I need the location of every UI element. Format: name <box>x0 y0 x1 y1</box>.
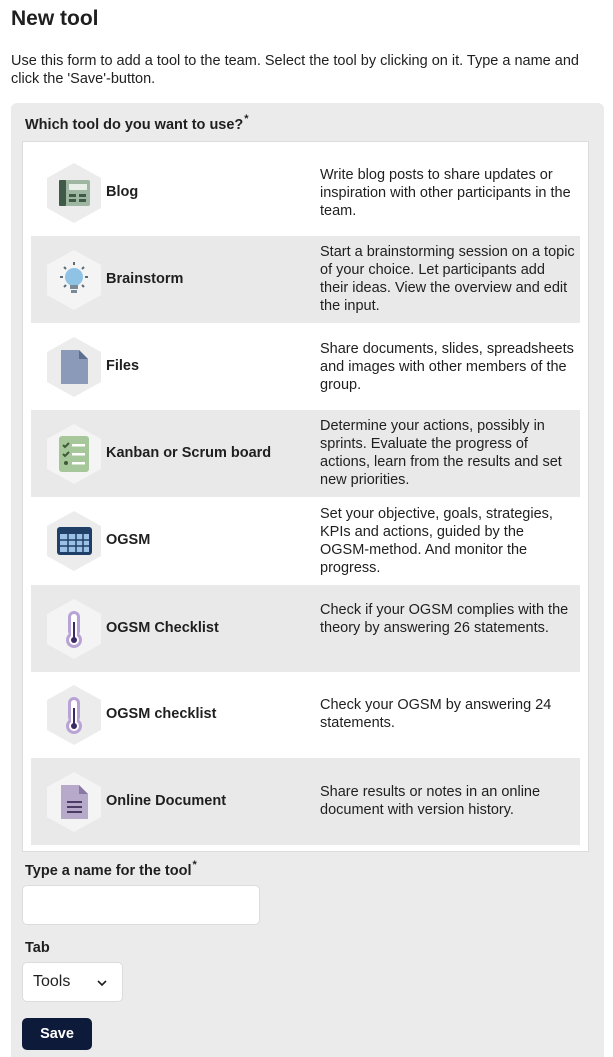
blog-icon <box>45 162 103 224</box>
tab-select[interactable] <box>22 962 123 1002</box>
tool-name: OGSM checklist <box>106 706 217 722</box>
tool-description: Write blog posts to share updates or inspiration with other participants in the team. <box>320 167 571 219</box>
tool-name: Kanban or Scrum board <box>106 445 272 461</box>
tool-row-brainstorm[interactable] <box>31 236 580 323</box>
tool-description: Check your OGSM by answering 24 statements. <box>320 697 552 731</box>
tool-row-ogsm-checklist-24[interactable] <box>31 672 580 758</box>
table-icon <box>45 510 103 572</box>
tool-field-label <box>25 113 249 133</box>
tool-description: Set your objective, goals, strategies, KPIs and actions, guided by the OGSM-method. And monitor the progress. <box>320 506 553 576</box>
name-field-label-text: Type a name for the tool <box>25 863 192 879</box>
tool-description: Share documents, slides, spreadsheets and images with other members of the group. <box>320 341 574 393</box>
page-title: New tool <box>11 7 99 30</box>
thermometer-icon <box>45 598 103 660</box>
tool-name: Blog <box>106 184 139 200</box>
tool-description: Share results or notes in an online document with version history. <box>320 784 541 818</box>
tool-row-kanban[interactable] <box>31 410 580 497</box>
tool-name: OGSM <box>106 532 151 548</box>
save-button[interactable]: Save <box>22 1018 92 1050</box>
required-mark: * <box>192 859 197 871</box>
tab-field-label: Tab <box>25 940 50 956</box>
tool-row-online-document[interactable] <box>31 758 580 845</box>
tool-row-ogsm[interactable] <box>31 497 580 585</box>
tool-name: OGSM Checklist <box>106 620 219 636</box>
tool-name: Files <box>106 358 140 374</box>
tool-row-blog[interactable] <box>31 150 580 236</box>
tool-list <box>22 141 589 852</box>
tool-description: Start a brainstorming session on a topic of your choice. Let participants add their ideas. View the overview and edit the input. <box>320 244 575 314</box>
lightbulb-icon <box>45 249 103 311</box>
tool-name: Online Document <box>106 793 227 809</box>
chevron-down-icon <box>96 976 108 994</box>
tool-row-ogsm-checklist-26[interactable] <box>31 585 580 672</box>
tool-description: Determine your actions, possibly in sprints. Evaluate the progress of actions, learn from the results and set new priorities. <box>320 418 562 488</box>
tab-select-value: Tools <box>33 973 71 990</box>
tool-row-files[interactable] <box>31 323 580 410</box>
tool-name: Brainstorm <box>106 271 184 287</box>
thermometer-icon <box>45 684 103 746</box>
document-icon <box>45 771 103 833</box>
tool-name-input[interactable] <box>22 885 260 925</box>
tool-field-label-text: Which tool do you want to use? <box>25 117 244 133</box>
intro-text: Use this form to add a tool to the team. Select the tool by clicking on it. Type a name and click the 'Save'-button. <box>11 53 579 87</box>
file-icon <box>45 336 103 398</box>
checklist-icon <box>45 423 103 485</box>
required-mark: * <box>244 113 249 125</box>
tool-description: Check if your OGSM complies with the theory by answering 26 statements. <box>320 602 569 636</box>
name-field-label <box>25 859 197 879</box>
